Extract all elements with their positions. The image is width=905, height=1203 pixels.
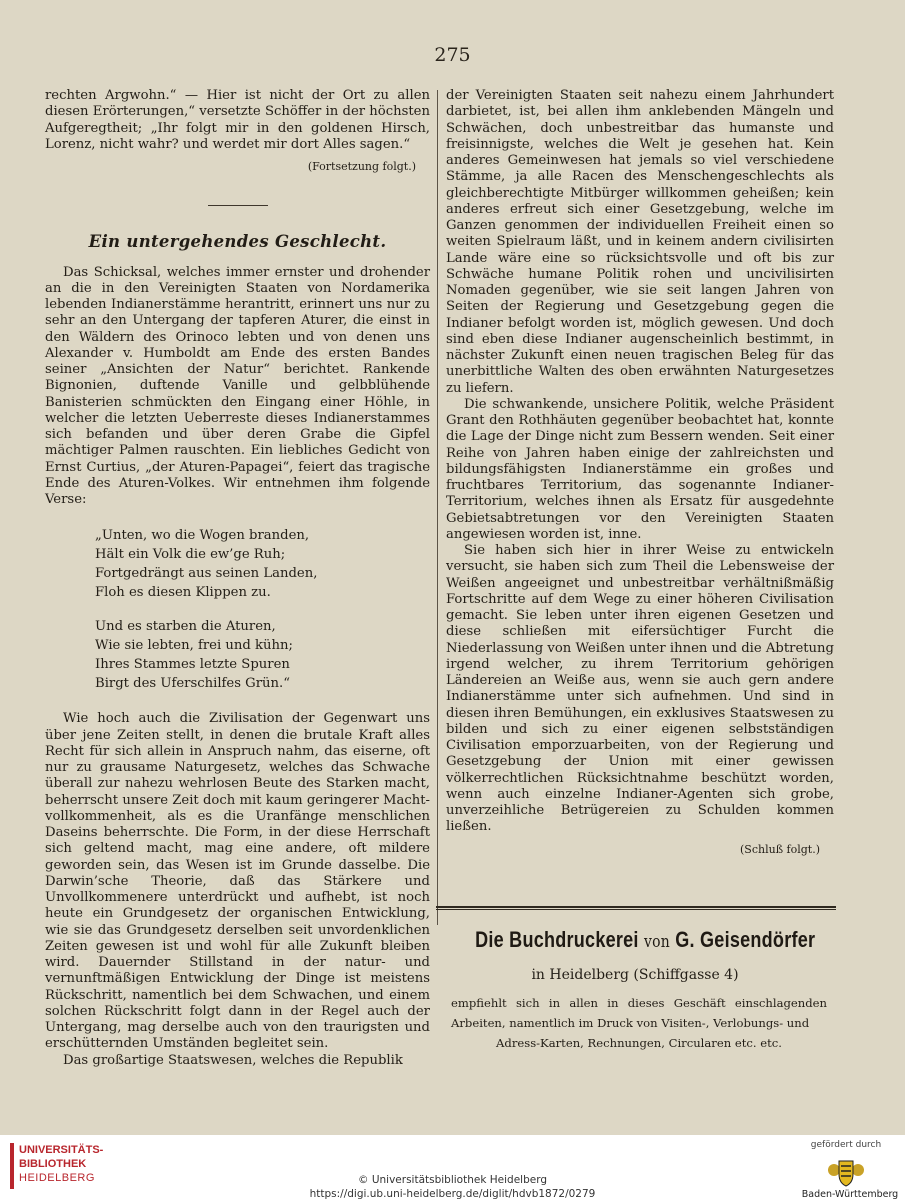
article-paragraph-3-start: Das großartige Staatswesen, welches die Republik <box>63 1052 403 1068</box>
ad-title-von: von <box>643 932 670 952</box>
coat-of-arms-icon <box>826 1156 866 1188</box>
ad-body-last: Adress-Karten, Rechnungen, Circularen etc. etc. <box>496 1036 782 1050</box>
left-column <box>45 88 430 1069</box>
right-column <box>446 88 834 858</box>
section-rule <box>208 205 268 206</box>
copyright-notice: © Universitätsbibliothek Heidelberg <box>357 1174 547 1186</box>
article-headline: Ein untergehendes Geschlecht. <box>88 232 387 252</box>
ad-subtitle: in Heidelberg (Schiffgasse 4) <box>531 967 739 983</box>
article-paragraph-1: Das Schicksal, welches immer ernster und drohender an die in den Vereinigten Staaten von Nordamerika lebenden Indianerstämme herantritt, erinnert uns nur zu sehr an den Untergang der tapferen Aturer, die einst in den Wäldern des Orinoco lebten und von denen uns Alexander v. Humboldt am Ende des ersten Bandes seiner „Ansichten der Natur“ berichtet. Rankende Bignonien, duftende Vanille und gelbblühende Banisterien schmückten den Eingang einer Höhle, in welcher die letzten Ueberreste dieses Indianerstammes sich befanden und über deren Grabe die Gipfel mächtiger Palmen rauschten. Ein liebliches Gedicht von Ernst Curtius, „der Aturen-Papagei“, feiert das tragische Ende des Aturen-Volkes. Wir entnehmen ihm folgende Verse: <box>45 264 430 507</box>
poem <box>95 526 430 693</box>
poem-stanza-1 <box>95 526 430 602</box>
right-paragraph-1: der Vereinigten Staaten seit nahezu einem Jahrhundert darbietet, ist, bei allen ihm anklebenden Mängeln und Schwächen, doch unbestreitbar das humanste und freisinnigste, welches die Welt je gesehen hat. Kein anderes Gemeinwesen hat jemals so viel verschiedene Stämme, ja alle Racen des Menschengeschlechts als gleichberechtigte Mitbürger willkommen geheißen; kein anderes erfreut sich einer Gesetzgebung, welche im Ganzen genommen der individuellen Freiheit einen so weiten Spielraum läßt, und in keinem andern civilisirten Lande wäre eine so rücksichtsvolle und oft bis zur Schwäche humane Politik rohen und uncivilisirten Nomaden gegenüber, wie sie seit langen Jahren von Seiten der Regierung und Gesetzgebung gegen die Indianer befolgt worden ist, möglich gewesen. Und doch sind eben diese Indianer augenscheinlich bestimmt, in nächster Zukunft einen neuen tragischen Beleg für das unerbittliche Walten des oben erwähnten Naturgesetzes zu liefern. <box>446 88 834 396</box>
column-divider <box>437 90 438 925</box>
state-label: Baden-Württemberg <box>801 1189 899 1200</box>
ad-body <box>451 993 827 1053</box>
ad-top-rule-thin <box>436 909 836 910</box>
continued-note: (Fortsetzung folgt.) <box>307 160 416 173</box>
poem-stanza-2 <box>95 617 430 693</box>
right-paragraph-2: Die schwankende, unsichere Politik, welche Präsident Grant den Rothhäuten gegenüber beobachtet hat, konnte die Lage der Dinge nicht zum Bessern wenden. Seit einer Reihe von Jahren haben einige der zahlreichsten und bildungsfähigsten Indianerstämme ein großes und fruchtbares Territorium, das sogenannte Indianer-Territorium, welches ihnen als Ersatz für ausgedehnte Gebietsabtretungen vor den Vereinigten Staaten angewiesen worden ist, inne. <box>446 396 834 542</box>
ad-title <box>475 927 816 953</box>
poem-line: Fortgedrängt aus seinen Landen, <box>95 566 318 582</box>
ad-body-text: empfiehlt sich in allen in dieses Geschäft einschlagenden Arbeiten, namentlich im Druck von Visiten-, Verlobungs- und <box>451 996 827 1030</box>
intro-paragraph: rechten Argwohn.“ — Hier ist nicht der Ort zu allen diesen Erörterungen,“ versetzte Schöffer in der höchsten Aufgeregtheit; „Ihr folgt mir in den goldenen Hirsch, Lorenz, nicht wahr? und werdet mir dort Alles sagen.“ <box>45 88 430 152</box>
logo-line-3: HEIDELBERG <box>19 1172 95 1184</box>
right-paragraph-3: Sie haben sich hier in ihrer Weise zu entwickeln versucht, sie haben sich zum Theil die Lebensweise der Weißen angeeignet und unbestreitbar verhältnißmäßig Fortschritte auf dem Wege zu einer höheren Civilisation gemacht. Sie leben unter ihren eigenen Gesetzen und diese schließen mit eifersüchtiger Furcht die Niederlassung von Weißen unter ihnen und die Abtretung irgend welcher, zu ihrem Territorium gehörigen Ländereien an Weiße aus, wenn sie auch gern andere Indianerstämme unter sich aufnehmen. Und sind in diesen ihren Bemühungen, ein exklusives Staatswesen zu bilden und sich zu einer eigenen selbstständigen Civilisation emporzuarbeiten, von der Regierung und Gesetzgebung der Union mit einer gewissen völkerrechtlichen Rücksichtnahme beschützt worden, wenn auch einzelne Indianer-Agenten sich grobe, unverzeihliche Betrügereien zu Schulden kommen ließen. <box>446 543 834 835</box>
poem-line: Wie sie lebten, frei und kühn; <box>95 638 293 654</box>
end-note: (Schluß folgt.) <box>740 842 820 856</box>
logo-line-2: BIBLIOTHEK <box>19 1158 87 1170</box>
poem-line: Und es starben die Aturen, <box>95 619 276 635</box>
poem-line: Hält ein Volk die ew’ge Ruh; <box>95 547 286 563</box>
poem-line: „Unten, wo die Wogen branden, <box>95 528 310 544</box>
logo-line-1: UNIVERSITÄTS- <box>19 1144 104 1156</box>
ad-title-name: G. Geisendörfer <box>675 927 816 952</box>
funded-by-label: gefördert durch <box>810 1140 882 1150</box>
permalink-url[interactable]: https://digi.ub.uni-heidelberg.de/diglit/hdvb1872/0279 <box>309 1188 596 1200</box>
article-paragraph-2: Wie hoch auch die Zivilisation der Gegenwart uns über jene Zeiten stellt, in denen die brutale Kraft alles Recht für sich allein in Anspruch nahm, das eiserne, oft nur zu grausame Naturgesetz, welches das Schwache überall zur nahezu wehrlosen Beute des Starken macht, beherrscht unsere Zeit doch mit kaum geringerer Macht-vollkommenheit, als es die Uranfänge menschlichen Daseins beherrschte. Die Form, in der diese Herrschaft sich geltend macht, mag eine andere, oft mildere geworden sein, das Wesen ist im Grunde dasselbe. Die Darwin’sche Theorie, daß das Stärkere und Unvollkommenere unterdrückt und aufhebt, ist noch heute ein Grundgesetz der organischen Entwicklung, wie sie das Grundgesetz derselben seit unvordenklichen Zeiten gewesen ist und wohl für alle Zukunft bleiben wird. Dauernder Stillstand in der natur- und vernunftmäßigen Entwicklung der Dinge ist meistens Rückschritt, namentlich bei dem Schwachen, und einem solchen Rückschritt folgt dann in der Regel auch der Untergang, mag derselbe auch von den traurigsten und erschütternden Umständen begleitet sein. <box>45 711 430 1052</box>
poem-line: Floh es diesen Klippen zu. <box>95 585 271 601</box>
poem-line: Birgt des Uferschilfes Grün.“ <box>95 676 290 692</box>
poem-line: Ihres Stammes letzte Spuren <box>95 657 290 673</box>
ad-top-rule <box>436 906 836 908</box>
page-number: 275 <box>434 44 471 66</box>
ad-title-main: Die Buchdruckerei <box>475 927 639 952</box>
